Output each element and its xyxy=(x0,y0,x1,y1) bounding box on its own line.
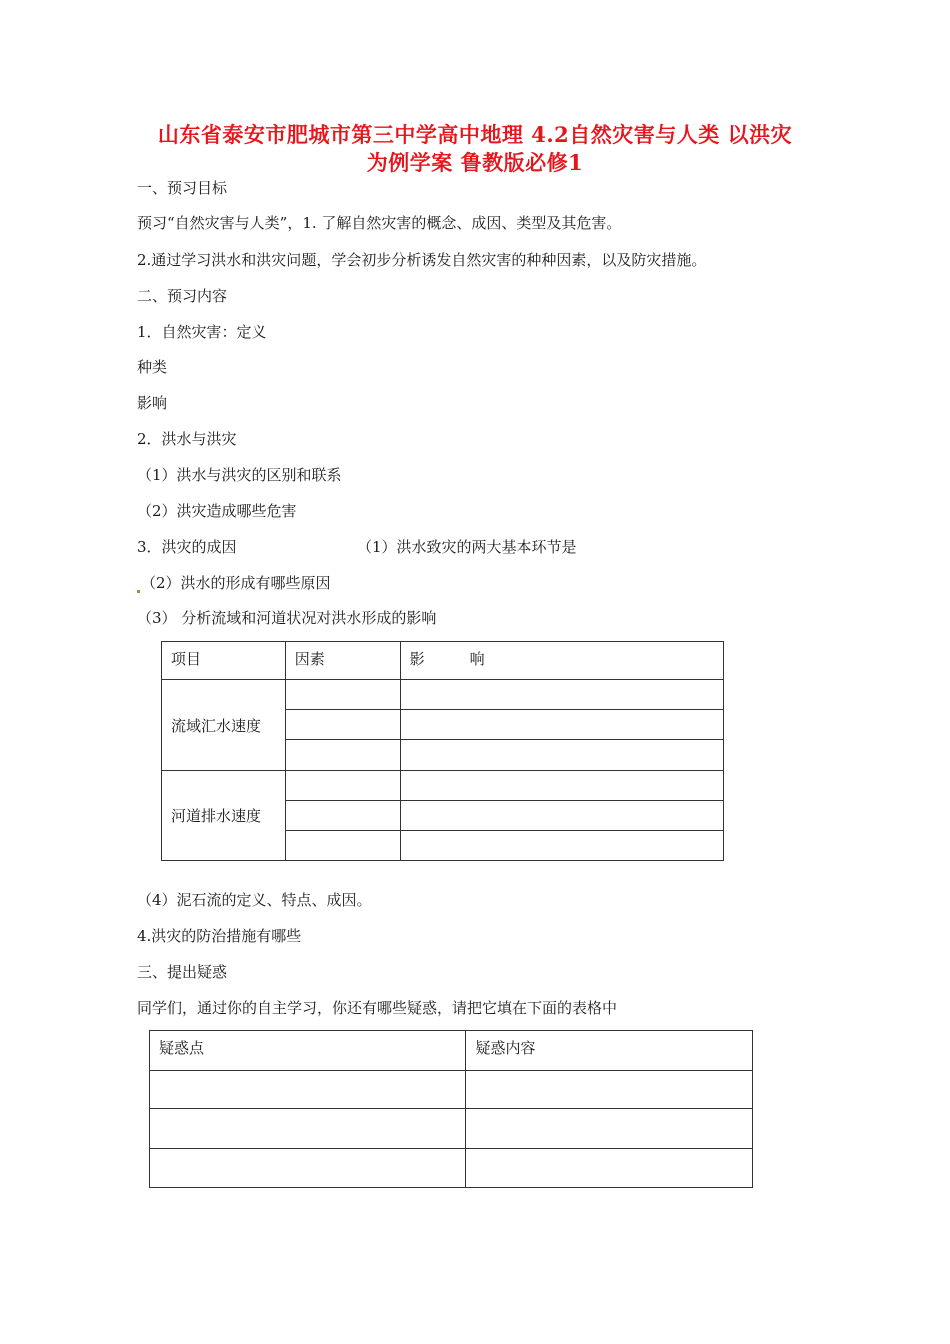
table-cell xyxy=(150,1109,466,1149)
table-cell xyxy=(400,740,723,771)
table-cell xyxy=(285,801,400,831)
item-natural-disaster-effects: 影响 xyxy=(137,394,168,412)
question-flood-difference: （1）洪水与洪灾的区别和联系 xyxy=(137,466,342,484)
question-flood-harm: （2）洪灾造成哪些危害 xyxy=(137,502,297,520)
table-cell xyxy=(400,801,723,831)
table-header-influence: 影 响 xyxy=(400,642,723,680)
table-cell xyxy=(400,710,723,740)
table-cell xyxy=(285,740,400,771)
question-flood-formation: （2）洪水的形成有哪些原因 xyxy=(137,573,331,593)
table-cell xyxy=(150,1149,466,1188)
section-heading-preview-goals: 一、预习目标 xyxy=(137,179,228,197)
table-header-question-content: 疑惑内容 xyxy=(466,1031,753,1071)
questions-table xyxy=(149,1030,753,1188)
basin-channel-table xyxy=(161,641,724,861)
stray-mark xyxy=(137,590,140,593)
table-cell xyxy=(285,831,400,861)
table-cell xyxy=(285,680,400,710)
questions-instruction: 同学们，通过你的自主学习，你还有哪些疑惑，请把它填在下面的表格中 xyxy=(137,999,618,1017)
table-cell xyxy=(466,1071,753,1109)
section-heading-questions: 三、提出疑惑 xyxy=(137,963,228,981)
item-flood-prevention: 4.洪灾的防治措施有哪些 xyxy=(137,927,302,945)
item-natural-disaster-types: 种类 xyxy=(137,358,168,376)
table-header-factor: 因素 xyxy=(285,642,400,680)
item-flood-causes: 3．洪灾的成因 xyxy=(137,538,237,556)
document-title-line2: 为例学案 鲁教版必修1 xyxy=(366,150,584,175)
row-label-basin-confluence: 流域汇水速度 xyxy=(162,680,286,771)
preview-goal-2: 2.通过学习洪水和洪灾问题，学会初步分析诱发自然灾害的种种因素，以及防灾措施。 xyxy=(137,251,707,269)
table-cell xyxy=(400,831,723,861)
preview-goal-1: 预习“自然灾害与人类”，1. 了解自然灾害的概念、成因、类型及其危害。 xyxy=(137,214,622,232)
table-header-question-point: 疑惑点 xyxy=(150,1031,466,1071)
table-cell xyxy=(400,680,723,710)
question-debris-flow: （4）泥石流的定义、特点、成因。 xyxy=(137,891,372,909)
table-cell xyxy=(400,771,723,801)
section-heading-preview-content: 二、预习内容 xyxy=(137,287,228,305)
table-cell xyxy=(466,1149,753,1188)
table-cell xyxy=(285,710,400,740)
table-cell xyxy=(466,1109,753,1149)
document-title-line1: 山东省泰安市肥城市第三中学高中地理 4.2自然灾害与人类 以洪灾 xyxy=(157,122,793,147)
table-cell xyxy=(150,1071,466,1109)
question-flood-two-links: （1）洪水致灾的两大基本环节是 xyxy=(357,538,577,556)
table-cell xyxy=(285,771,400,801)
item-natural-disaster-definition: 1．自然灾害：定义 xyxy=(137,323,267,341)
table-header-item: 项目 xyxy=(162,642,286,680)
item-flood-and-flood-disaster: 2．洪水与洪灾 xyxy=(137,430,237,448)
question-basin-channel-influence: （3） 分析流域和河道状况对洪水形成的影响 xyxy=(137,609,437,627)
row-label-channel-drainage: 河道排水速度 xyxy=(162,771,286,861)
